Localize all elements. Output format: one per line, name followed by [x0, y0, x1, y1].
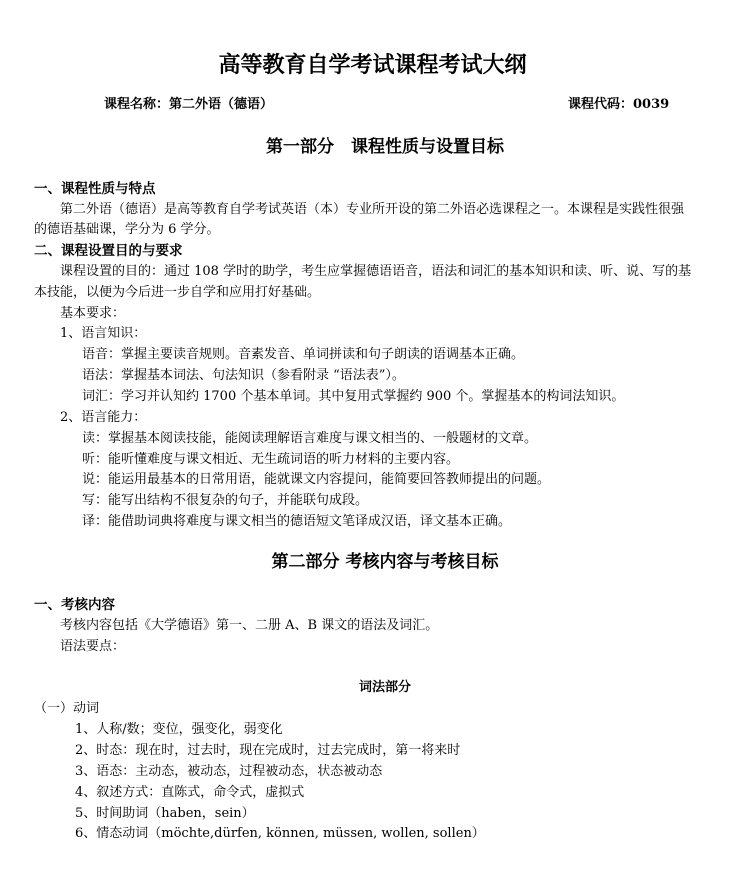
- list-item: 1、人称/数；变位，强变化，弱变化: [75, 722, 283, 737]
- list-item: 4、叙述方式：直陈式，命令式，虚拟式: [75, 785, 305, 800]
- part2-section1-line1: 考核内容包括《大学德语》第一、二册 A、B 课文的语法及词汇。: [60, 618, 439, 633]
- requirement2-heading: 2、语言能力：: [60, 410, 147, 425]
- verb-heading: （一）动词: [34, 701, 100, 716]
- part1-section2-heading: 二、课程设置目的与要求: [34, 243, 183, 259]
- requirement1-heading: 1、语言知识：: [60, 326, 147, 341]
- list-item: 读：掌握基本阅读技能，能阅读理解语言难度与课文相当的、一般题材的文章。: [82, 431, 538, 446]
- part1-heading: 第一部分 课程性质与设置目标: [266, 137, 504, 157]
- part1-section1-line2: 的德语基础课，学分为 6 学分。: [34, 222, 220, 237]
- grammar-points-label: 语法要点：: [60, 639, 126, 654]
- list-item: 语音：掌握主要读音规则。音素发音、单词拼读和句子朗读的语调基本正确。: [82, 347, 525, 362]
- list-item: 2、时态：现在时，过去时，现在完成时，过去完成时，第一将来时: [75, 743, 461, 758]
- course-name: 课程名称：第二外语（德语）: [104, 97, 274, 112]
- list-item: 语法：掌握基本词法、句法知识（参看附录 “语法表”）。: [82, 368, 405, 383]
- morphology-heading: 词法部分: [358, 680, 411, 695]
- list-item: 译：能借助词典将难度与课文相当的德语短文笔译成汉语，译文基本正确。: [82, 514, 512, 529]
- list-item: 6、情态动词（möchte,dürfen, können, müssen, wollen, sollen）: [75, 826, 485, 841]
- part1-section1-heading: 一、课程性质与特点: [34, 181, 156, 197]
- part2-heading: 第二部分 考核内容与考核目标: [271, 552, 499, 572]
- part1-section2-line2: 本技能，以便为今后进一步自学和应用打好基础。: [34, 285, 321, 300]
- part1-section2-line1: 课程设置的目的：通过 108 学时的助学，考生应掌握德语语音，语法和词汇的基本知识和读、听、说、写的基: [60, 264, 692, 279]
- list-item: 3、语态：主动态，被动态，过程被动态，状态被动态: [75, 764, 383, 779]
- list-item: 词汇：学习并认知约 1700 个基本单词。其中复用式掌握约 900 个。掌握基本的构词法知识。: [82, 389, 625, 404]
- basic-requirements-label: 基本要求：: [60, 306, 126, 321]
- course-code: 课程代码：0039: [568, 97, 670, 112]
- list-item: 听：能听懂难度与课文相近、无生疏词语的听力材料的主要内容。: [82, 452, 460, 467]
- part2-section1-heading: 一、考核内容: [34, 597, 115, 613]
- part1-section1-line1: 第二外语（德语）是高等教育自学考试英语（本）专业所开设的第二外语必选课程之一。本课程是实践性很强: [60, 202, 685, 217]
- list-item: 说：能运用最基本的日常用语，能就课文内容提问，能简要回答教师提出的问题。: [82, 472, 551, 487]
- list-item: 5、时间助词（haben，sein）: [75, 806, 255, 821]
- list-item: 写：能写出结构不很复杂的句子，并能联句成段。: [82, 493, 369, 508]
- document-title: 高等教育自学考试课程考试大纲: [218, 52, 527, 78]
